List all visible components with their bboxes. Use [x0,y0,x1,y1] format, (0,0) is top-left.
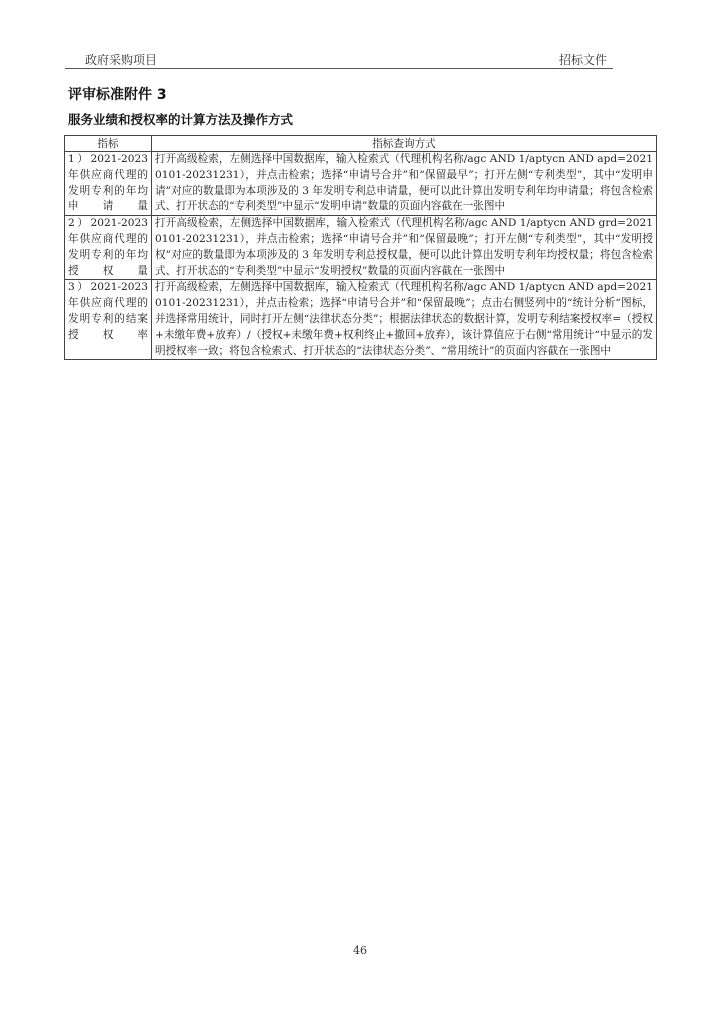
header-right-text: 招标文件 [558,53,607,67]
table-row [65,216,657,280]
table-row [65,280,657,360]
page-number: 46 [353,944,367,957]
section-title: 服务业绩和授权率的计算方法及操作方式 [68,112,294,127]
page-header [65,46,613,69]
indicator-cell: 1）2021-2023年供应商代理的发明专利的年均申请量 [65,152,152,216]
table-header-row [65,136,657,152]
annex-title: 评审标准附件 3 [68,87,167,103]
header-indicator: 指标 [65,136,152,152]
header-query-method: 指标查询方式 [152,136,657,152]
criteria-table [64,135,657,360]
method-cell: 打开高级检索，左侧选择中国数据库，输入检索式（代理机构名称/agc AND 1/aptycn AND apd=20210101-20231231），并点击检索；选择“申请号合并”和“保留最晚”；点击右侧竖列中的“统计分析“图标，并选择常用统计，同时打开左侧“法律状态分类”；根据法律状态的数据计算，发明专利结案授权率=（授权+未缴年费+放弃）/（授权+未缴年费+权利终止+撤回+放弃），该计算值应于右侧“常用统计“中显示的发明授权率一致；将包含检索式、打开状态的“法律状态分类”、“常用统计”的页面内容截在一张图中 [152,280,657,360]
table-row [65,152,657,216]
indicator-cell: 2）2021-2023年供应商代理的发明专利的年均授权量 [65,216,152,280]
header-left-text: 政府采购项目 [85,53,158,67]
indicator-cell: 3）2021-2023年供应商代理的发明专利的结案授权率 [65,280,152,360]
method-cell: 打开高级检索，左侧选择中国数据库，输入检索式（代理机构名称/agc AND 1/aptycn AND apd=20210101-20231231），并点击检索；选择“申请号合并”和“保留最早”；打开左侧“专利类型”，其中“发明申请”对应的数量即为本项涉及的 3 年发明专利总申请量，便可以此计算出发明专利年均申请量；将包含检索式、打开状态的“专利类型”中显示“发明申请”数量的页面内容截在一张图中 [152,152,657,216]
method-cell: 打开高级检索，左侧选择中国数据库，输入检索式（代理机构名称/agc AND 1/aptycn AND grd=20210101-20231231），并点击检索；选择“申请号合并”和“保留最晚”；打开左侧“专利类型”，其中“发明授权”对应的数量即为本项涉及的 3 年发明专利总授权量，便可以此计算出发明专利年均授权量；将包含检索式、打开状态的“专利类型”中显示“发明授权”数量的页面内容截在一张图中 [152,216,657,280]
